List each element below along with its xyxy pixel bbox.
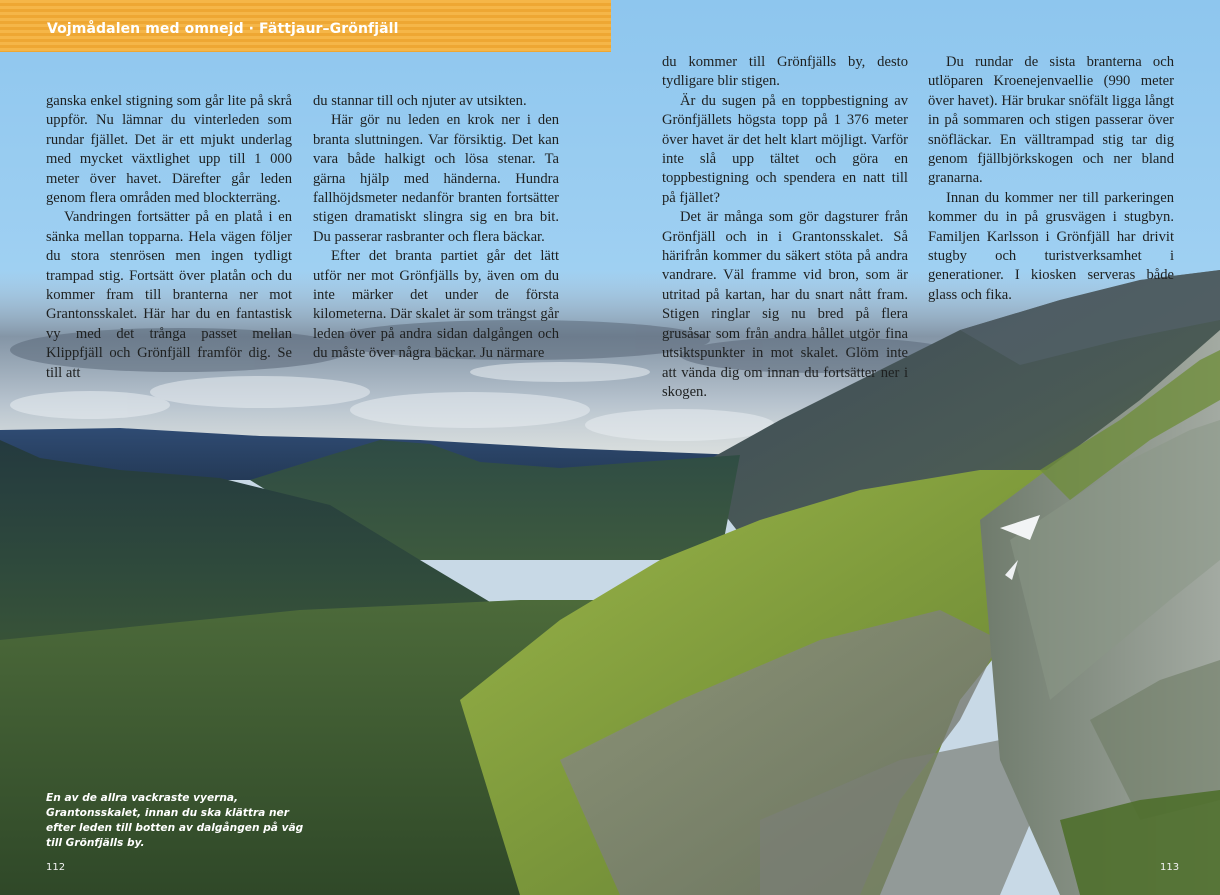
text-column-2 [313,92,559,364]
paragraph: ganska enkel stigning som går lite på skrå uppför. Nu lämnar du vinterleden som rundar fjället. Det är ett mjukt underlag med mycket växtlighet upp till 1 000 meter över havet. Därefter går leden genom flera områden med blockterräng. [46,93,292,207]
paragraph: Är du sugen på en toppbestigning av Grönfjällets högsta topp på 1 376 meter över havet är det helt klart möjligt. Varför inte slå upp tältet och göra en toppbestigning och spendera en natt till på fjället? [662,92,908,206]
paragraph: du stannar till och njuter av utsikten. [313,93,527,109]
text-column-4 [928,53,1174,305]
paragraph: du kommer till Grönfjälls by, desto tydligare blir stigen. [662,54,908,90]
page-number-right: 113 [1160,862,1180,873]
paragraph: Det är många som gör dagsturer från Grönfjäll och in i Grantonsskalet. Så härifrån kommer du säkert stöta på andra vandrare. Väl framme vid bron, som är utritad på kartan, har du snart nått fram. Stigen ringlar sig nu bred på flera grusåsar som från andra hållet utgör fina utsiktspunkter in mot skalet. Glöm inte att vända dig om innan du fortsätter ner i skogen. [662,209,908,400]
photo-caption: En av de allra vackraste vyerna, Grantonsskalet, innan du ska klättra ner efter leden till botten av dalgången på väg till Grönfjälls by. [46,792,304,849]
text-column-3 [662,53,908,402]
paragraph: Innan du kommer ner till parkeringen kommer du in på grusvägen i stugbyn. Familjen Karlsson i Grönfjäll har drivit stugby och turistverksamhet i generationer. I kiosken serveras både glass och fika. [928,189,1174,303]
paragraph: Här gör nu leden en krok ner i den branta sluttningen. Var försiktig. Det kan vara både halkigt och lösa stenar. Ta gärna hjälp med händerna. Hundra fallhöjdsmeter nedanför branten fortsätter stigen dramatiskt slingra sig en bra bit. Du passerar rasbranter och flera bäckar. [313,112,559,245]
text-column-1 [46,92,292,383]
paragraph: Du rundar de sista branterna och utlöparen Kroenejenvaellie (990 meter över havet). Här brukar snöfält ligga långt in på sommaren och stigen passerar över snöfläckar. En välltrampad stig tar dig genom fjällbjörkskogen och ner bland granarna. [928,54,1174,187]
paragraph: Efter det branta partiet går det lätt utför ner mot Grönfjälls by, även om du inte märker det under de första kilometerna. Där skalet är som trängst går leden över på andra sidan dalgången och du måste över några bäckar. Ju närmare [313,248,559,362]
paragraph: Vandringen fortsätter på en platå i en sänka mellan topparna. Hela vägen följer du stora stenrösen men ingen tydligt trampad stig. Fortsätt över platån och du kommer fram till branterna ner mot Grantonsskalet. Här har du en fantastisk vy med det trånga passet mellan Klippfjäll och Grönfjäll framför dig. Se till att [46,209,292,381]
page-number-left: 112 [46,862,66,873]
chapter-title: Vojmådalen med omnejd · Fättjaur–Grönfjäll [47,21,399,37]
